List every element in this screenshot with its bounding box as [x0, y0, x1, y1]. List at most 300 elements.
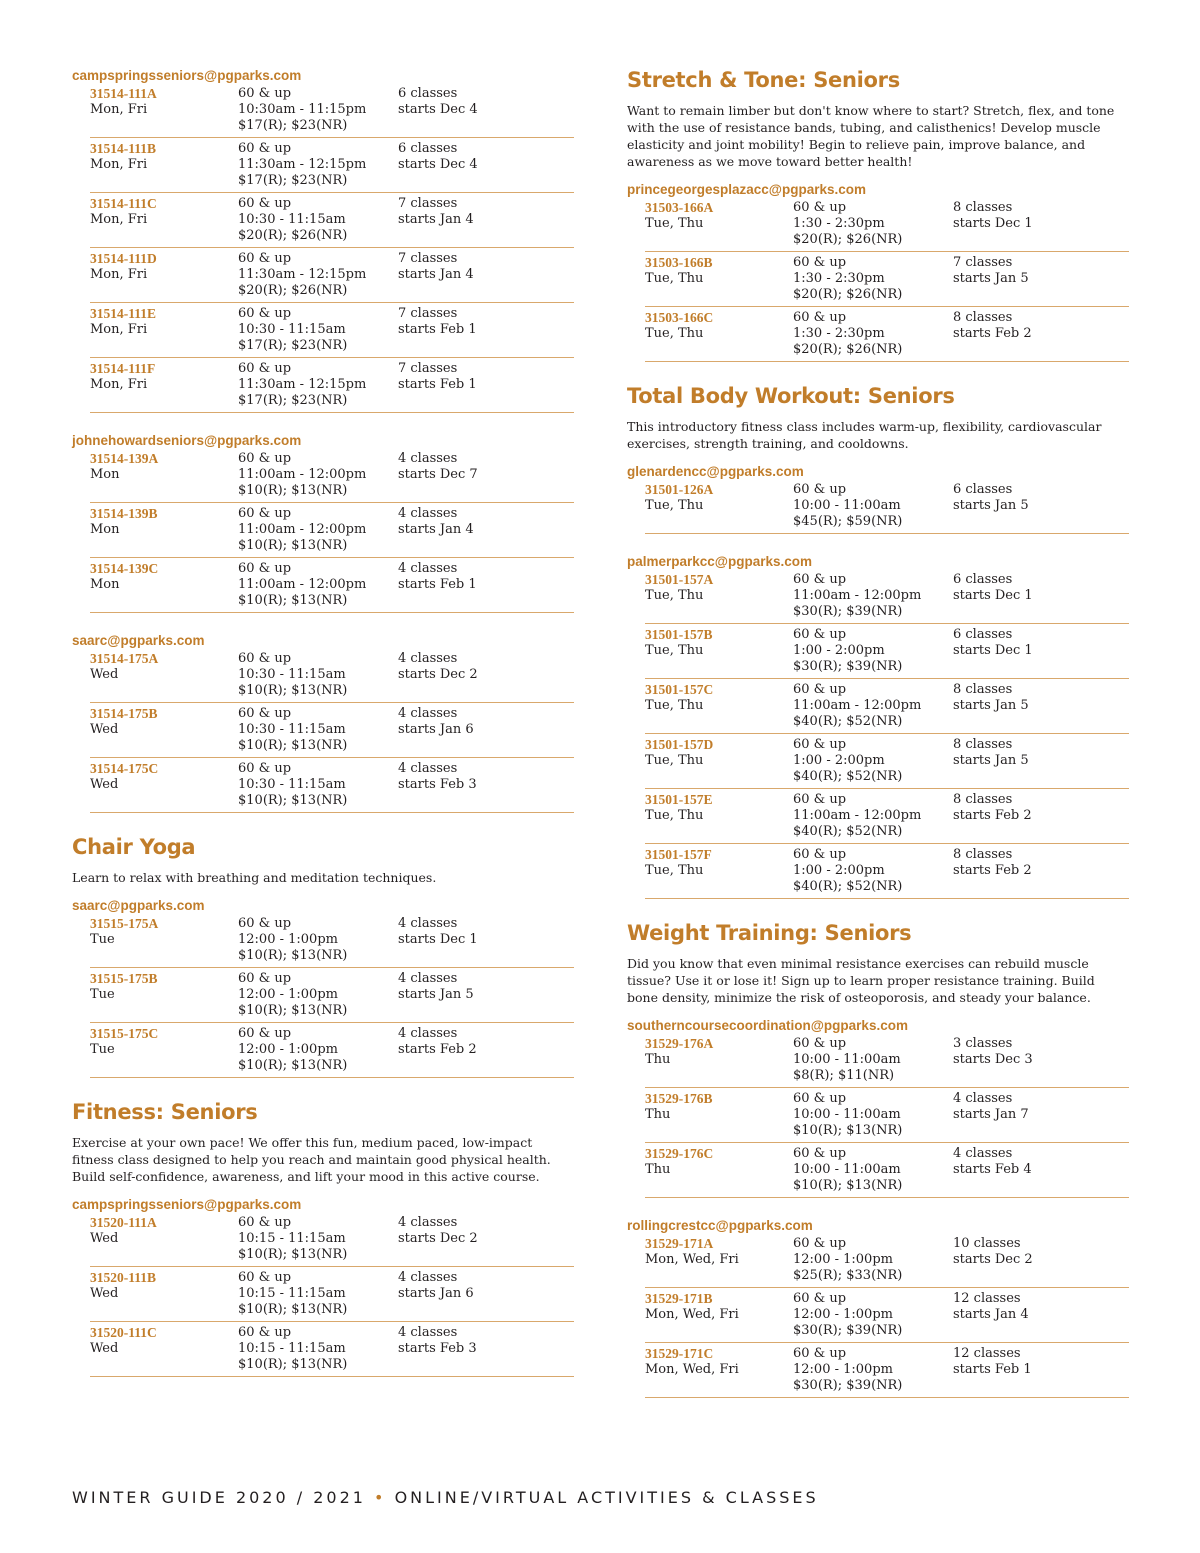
class-fee: $10(R); $13(NR)	[238, 538, 348, 553]
details-column	[793, 1236, 953, 1284]
class-age: 60 & up	[238, 1215, 292, 1230]
class-start: starts Jan 5	[953, 698, 1029, 713]
left-column	[72, 68, 574, 1397]
code-column	[90, 1325, 238, 1373]
class-time: 10:30 - 11:15am	[238, 777, 346, 792]
weight-training-groups	[627, 1018, 1129, 1398]
class-code[interactable]: 31514-139C	[90, 561, 159, 576]
class-start: starts Feb 1	[953, 1362, 1032, 1377]
class-age: 60 & up	[238, 451, 292, 466]
class-fee: $30(R); $39(NR)	[793, 1323, 903, 1338]
class-time: 11:30am - 12:15pm	[238, 377, 367, 392]
class-row	[645, 1036, 1129, 1088]
class-row	[90, 506, 574, 558]
class-group	[627, 1018, 1129, 1198]
class-row	[90, 916, 574, 968]
class-count: 6 classes	[953, 482, 1013, 497]
class-start: starts Feb 1	[398, 377, 477, 392]
class-fee: $40(R); $52(NR)	[793, 824, 903, 839]
schedule-column	[398, 916, 574, 964]
class-count: 4 classes	[398, 1270, 458, 1285]
class-count: 6 classes	[398, 86, 458, 101]
class-time: 12:00 - 1:00pm	[793, 1252, 893, 1267]
class-count: 4 classes	[398, 706, 458, 721]
class-age: 60 & up	[793, 1091, 847, 1106]
class-code[interactable]: 31529-171C	[645, 1346, 714, 1361]
class-time: 1:00 - 2:00pm	[793, 643, 885, 658]
class-code[interactable]: 31529-176B	[645, 1091, 713, 1106]
class-time: 1:30 - 2:30pm	[793, 216, 885, 231]
class-age: 60 & up	[793, 255, 847, 270]
schedule-column	[398, 971, 574, 1019]
class-fee: $17(R); $23(NR)	[238, 393, 348, 408]
code-column	[645, 200, 793, 248]
class-time: 10:00 - 11:00am	[793, 1162, 901, 1177]
schedule-column	[398, 761, 574, 809]
schedule-column	[953, 310, 1129, 358]
class-time: 1:00 - 2:00pm	[793, 753, 885, 768]
class-fee: $20(R); $26(NR)	[793, 287, 903, 302]
class-count: 4 classes	[398, 651, 458, 666]
code-column	[645, 627, 793, 675]
class-days: Wed	[90, 1231, 119, 1246]
class-fee: $20(R); $26(NR)	[793, 232, 903, 247]
details-column	[793, 1036, 953, 1084]
class-code[interactable]: 31501-157C	[645, 682, 714, 697]
class-start: starts Jan 5	[398, 987, 474, 1002]
details-column	[238, 451, 398, 499]
class-days: Tue, Thu	[645, 643, 704, 658]
code-column	[645, 1091, 793, 1139]
contact-email[interactable]: palmerparkcc@pgparks.com	[627, 554, 812, 569]
contact-email[interactable]: glenardencc@pgparks.com	[627, 464, 804, 479]
schedule-column	[953, 482, 1129, 530]
class-row	[645, 1091, 1129, 1143]
class-time: 10:30am - 11:15pm	[238, 102, 367, 117]
class-count: 4 classes	[953, 1091, 1013, 1106]
code-column	[90, 1026, 238, 1074]
class-count: 4 classes	[398, 761, 458, 776]
class-days: Tue, Thu	[645, 216, 704, 231]
class-start: starts Feb 1	[398, 577, 477, 592]
details-column	[238, 1270, 398, 1318]
schedule-column	[398, 451, 574, 499]
class-time: 11:00am - 12:00pm	[793, 588, 922, 603]
class-rows	[627, 1236, 1129, 1398]
class-row	[90, 141, 574, 193]
class-start: starts Feb 4	[953, 1162, 1032, 1177]
class-time: 10:30 - 11:15am	[238, 212, 346, 227]
class-code[interactable]: 31520-111A	[90, 1215, 157, 1230]
class-code[interactable]: 31514-175B	[90, 706, 158, 721]
class-start: starts Jan 5	[953, 498, 1029, 513]
schedule-column	[398, 196, 574, 244]
class-rows	[627, 572, 1129, 899]
class-code[interactable]: 31515-175B	[90, 971, 158, 986]
class-row	[645, 792, 1129, 844]
class-start: starts Dec 2	[953, 1252, 1033, 1267]
class-start: starts Jan 6	[398, 1286, 474, 1301]
class-age: 60 & up	[238, 1325, 292, 1340]
details-column	[238, 506, 398, 554]
class-row	[90, 306, 574, 358]
details-column	[793, 482, 953, 530]
class-count: 8 classes	[953, 847, 1013, 862]
class-code[interactable]: 31514-139B	[90, 506, 158, 521]
schedule-column	[953, 737, 1129, 785]
schedule-column	[953, 627, 1129, 675]
class-row	[90, 251, 574, 303]
schedule-column	[953, 1146, 1129, 1194]
code-column	[90, 361, 238, 409]
schedule-column	[953, 847, 1129, 895]
details-column	[238, 651, 398, 699]
schedule-column	[398, 251, 574, 299]
class-start: starts Jan 4	[398, 267, 474, 282]
class-time: 11:00am - 12:00pm	[238, 467, 367, 482]
code-column	[645, 792, 793, 840]
contact-email[interactable]: campspringsseniors@pgparks.com	[72, 68, 302, 83]
details-column	[238, 1026, 398, 1074]
details-column	[238, 361, 398, 409]
class-count: 4 classes	[398, 1026, 458, 1041]
class-age: 60 & up	[793, 1036, 847, 1051]
code-column	[645, 1036, 793, 1084]
class-code[interactable]: 31529-176C	[645, 1146, 714, 1161]
class-start: starts Feb 2	[953, 326, 1032, 341]
class-row	[645, 572, 1129, 624]
class-count: 4 classes	[398, 916, 458, 931]
class-code[interactable]: 31503-166B	[645, 255, 713, 270]
class-days: Tue, Thu	[645, 498, 704, 513]
class-time: 10:15 - 11:15am	[238, 1231, 346, 1246]
class-age: 60 & up	[793, 792, 847, 807]
class-count: 8 classes	[953, 682, 1013, 697]
class-time: 11:00am - 12:00pm	[238, 577, 367, 592]
schedule-column	[398, 1270, 574, 1318]
details-column	[793, 627, 953, 675]
class-time: 12:00 - 1:00pm	[238, 1042, 338, 1057]
details-column	[793, 682, 953, 730]
class-age: 60 & up	[238, 141, 292, 156]
class-time: 10:30 - 11:15am	[238, 722, 346, 737]
total-body-description: This introductory fitness class includes warm-up, flexibility, cardiovascular exercises, strength training, and cooldowns.	[627, 419, 1102, 451]
schedule-column	[398, 1325, 574, 1373]
class-count: 6 classes	[953, 572, 1013, 587]
code-column	[90, 1270, 238, 1318]
class-time: 12:00 - 1:00pm	[793, 1307, 893, 1322]
class-start: starts Jan 4	[953, 1307, 1029, 1322]
class-days: Wed	[90, 722, 119, 737]
class-fee: $30(R); $39(NR)	[793, 1378, 903, 1393]
details-column	[238, 251, 398, 299]
class-code[interactable]: 31514-111C	[90, 196, 157, 211]
details-column	[793, 572, 953, 620]
contact-email[interactable]: saarc@pgparks.com	[72, 633, 205, 648]
class-row	[645, 482, 1129, 534]
details-column	[793, 255, 953, 303]
class-code[interactable]: 31501-126A	[645, 482, 714, 497]
class-time: 1:30 - 2:30pm	[793, 271, 885, 286]
class-start: starts Dec 1	[953, 588, 1033, 603]
class-fee: $10(R); $13(NR)	[238, 483, 348, 498]
class-fee: $17(R); $23(NR)	[238, 118, 348, 133]
schedule-column	[398, 706, 574, 754]
class-count: 4 classes	[398, 451, 458, 466]
class-start: starts Jan 6	[398, 722, 474, 737]
class-code[interactable]: 31501-157B	[645, 627, 713, 642]
class-days: Mon, Wed, Fri	[645, 1252, 739, 1267]
class-days: Tue, Thu	[645, 753, 704, 768]
class-age: 60 & up	[793, 1291, 847, 1306]
schedule-column	[398, 361, 574, 409]
class-code[interactable]: 31520-111C	[90, 1325, 157, 1340]
class-code[interactable]: 31529-176A	[645, 1036, 714, 1051]
class-rows	[72, 1215, 574, 1377]
class-age: 60 & up	[793, 310, 847, 325]
code-column	[90, 196, 238, 244]
details-column	[238, 706, 398, 754]
page-footer	[72, 1488, 819, 1507]
class-days: Wed	[90, 1286, 119, 1301]
class-start: starts Dec 3	[953, 1052, 1033, 1067]
class-fee: $10(R); $13(NR)	[238, 593, 348, 608]
code-column	[645, 1236, 793, 1284]
class-row	[645, 737, 1129, 789]
schedule-column	[953, 200, 1129, 248]
class-count: 3 classes	[953, 1036, 1013, 1051]
class-group	[627, 464, 1129, 534]
schedule-column	[953, 572, 1129, 620]
class-age: 60 & up	[793, 1236, 847, 1251]
class-days: Mon, Wed, Fri	[645, 1307, 739, 1322]
class-row	[90, 971, 574, 1023]
class-age: 60 & up	[238, 706, 292, 721]
class-code[interactable]: 31514-139A	[90, 451, 159, 466]
class-row	[90, 451, 574, 503]
class-row	[90, 1215, 574, 1267]
class-start: starts Dec 2	[398, 1231, 478, 1246]
left-groups	[72, 68, 574, 813]
class-code[interactable]: 31501-157F	[645, 847, 712, 862]
details-column	[793, 1146, 953, 1194]
fitness-seniors-description: Exercise at your own pace! We offer this fun, medium paced, low-impact fitness class designed to help you reach and maintain good physical health. Build self-confidence, awareness, and lift your mood in this active course.	[72, 1135, 551, 1184]
class-days: Mon, Fri	[90, 267, 148, 282]
class-time: 10:00 - 11:00am	[793, 1107, 901, 1122]
class-count: 6 classes	[398, 141, 458, 156]
class-days: Mon, Fri	[90, 322, 148, 337]
weight-training-description: Did you know that even minimal resistance exercises can rebuild muscle tissue? Use it or lose it! Sign up to learn proper resistance training. Build bone density, minimize the risk of osteoporosis, and steady your balance.	[627, 956, 1095, 1005]
class-fee: $10(R); $13(NR)	[238, 948, 348, 963]
class-age: 60 & up	[793, 200, 847, 215]
schedule-column	[953, 1236, 1129, 1284]
code-column	[645, 1346, 793, 1394]
class-code[interactable]: 31520-111B	[90, 1270, 157, 1285]
class-age: 60 & up	[238, 651, 292, 666]
class-code[interactable]: 31503-166A	[645, 200, 714, 215]
details-column	[793, 847, 953, 895]
class-code[interactable]: 31515-175C	[90, 1026, 159, 1041]
class-start: starts Jan 5	[953, 753, 1029, 768]
class-days: Thu	[645, 1107, 671, 1122]
class-group	[627, 1218, 1129, 1398]
class-days: Tue, Thu	[645, 271, 704, 286]
class-code[interactable]: 31501-157E	[645, 792, 713, 807]
class-time: 11:30am - 12:15pm	[238, 157, 367, 172]
code-column	[90, 141, 238, 189]
code-column	[90, 451, 238, 499]
class-time: 12:00 - 1:00pm	[238, 932, 338, 947]
chair-yoga-title: Chair Yoga	[72, 835, 196, 859]
class-row	[90, 1270, 574, 1322]
class-code[interactable]: 31514-111B	[90, 141, 157, 156]
class-rows	[627, 200, 1129, 362]
class-days: Tue	[90, 1042, 115, 1057]
class-age: 60 & up	[793, 572, 847, 587]
class-group	[627, 554, 1129, 899]
class-count: 8 classes	[953, 792, 1013, 807]
class-time: 11:30am - 12:15pm	[238, 267, 367, 282]
footer-bullet: •	[374, 1488, 387, 1507]
class-start: starts Jan 4	[398, 522, 474, 537]
class-days: Wed	[90, 1341, 119, 1356]
class-row	[645, 1291, 1129, 1343]
class-code[interactable]: 31514-175A	[90, 651, 159, 666]
class-age: 60 & up	[793, 737, 847, 752]
contact-email[interactable]: johnehowardseniors@pgparks.com	[72, 433, 302, 448]
class-count: 12 classes	[953, 1346, 1021, 1361]
class-fee: $30(R); $39(NR)	[793, 604, 903, 619]
class-count: 7 classes	[398, 251, 458, 266]
schedule-column	[953, 682, 1129, 730]
class-row	[645, 255, 1129, 307]
contact-email[interactable]: rollingcrestcc@pgparks.com	[627, 1218, 813, 1233]
class-code[interactable]: 31514-175C	[90, 761, 159, 776]
code-column	[645, 737, 793, 785]
class-start: starts Feb 3	[398, 1341, 477, 1356]
class-row	[90, 1325, 574, 1377]
class-count: 4 classes	[398, 1215, 458, 1230]
class-row	[645, 1236, 1129, 1288]
class-age: 60 & up	[238, 761, 292, 776]
class-time: 1:30 - 2:30pm	[793, 326, 885, 341]
class-days: Thu	[645, 1052, 671, 1067]
class-time: 11:00am - 12:00pm	[793, 808, 922, 823]
class-group	[72, 898, 574, 1078]
class-time: 10:00 - 11:00am	[793, 1052, 901, 1067]
stretch-tone-description: Want to remain limber but don't know where to start? Stretch, flex, and tone with the use of resistance bands, tubing, and calisthenics! Develop muscle elasticity and joint mobility! Begin to relieve pain, improve balance, and awareness as we move toward better health!	[627, 103, 1115, 169]
class-count: 7 classes	[953, 255, 1013, 270]
class-days: Wed	[90, 667, 119, 682]
schedule-column	[398, 506, 574, 554]
details-column	[793, 737, 953, 785]
details-column	[238, 86, 398, 134]
contact-email[interactable]: campspringsseniors@pgparks.com	[72, 1197, 302, 1212]
details-column	[238, 1215, 398, 1263]
class-start: starts Feb 2	[953, 863, 1032, 878]
class-code[interactable]: 31514-111D	[90, 251, 157, 266]
class-age: 60 & up	[238, 361, 292, 376]
class-row	[645, 310, 1129, 362]
class-count: 4 classes	[398, 1325, 458, 1340]
chair-yoga-description: Learn to relax with breathing and meditation techniques.	[72, 870, 437, 885]
class-row	[90, 361, 574, 413]
class-code[interactable]: 31514-111A	[90, 86, 157, 101]
class-start: starts Dec 1	[953, 643, 1033, 658]
class-group	[72, 68, 574, 413]
class-time: 12:00 - 1:00pm	[238, 987, 338, 1002]
class-fee: $20(R); $26(NR)	[238, 283, 348, 298]
class-days: Tue, Thu	[645, 698, 704, 713]
schedule-column	[398, 86, 574, 134]
contact-email[interactable]: southerncoursecoordination@pgparks.com	[627, 1018, 908, 1033]
class-age: 60 & up	[238, 561, 292, 576]
code-column	[90, 761, 238, 809]
class-age: 60 & up	[793, 1346, 847, 1361]
class-code[interactable]: 31515-175A	[90, 916, 159, 931]
code-column	[90, 251, 238, 299]
class-group	[72, 633, 574, 813]
class-days: Tue, Thu	[645, 808, 704, 823]
schedule-column	[953, 792, 1129, 840]
class-code[interactable]: 31514-111E	[90, 306, 157, 321]
total-body-title: Total Body Workout: Seniors	[627, 384, 955, 408]
class-code[interactable]: 31503-166C	[645, 310, 714, 325]
class-days: Mon, Wed, Fri	[645, 1362, 739, 1377]
code-column	[645, 310, 793, 358]
contact-email[interactable]: princegeorgesplazacc@pgparks.com	[627, 182, 866, 197]
stretch-tone-title: Stretch & Tone: Seniors	[627, 68, 900, 92]
details-column	[238, 196, 398, 244]
class-days: Mon	[90, 522, 120, 537]
code-column	[90, 86, 238, 134]
class-row	[90, 651, 574, 703]
class-age: 60 & up	[793, 682, 847, 697]
class-code[interactable]: 31529-171A	[645, 1236, 714, 1251]
class-age: 60 & up	[238, 251, 292, 266]
contact-email[interactable]: saarc@pgparks.com	[72, 898, 205, 913]
details-column	[793, 200, 953, 248]
class-fee: $10(R); $13(NR)	[793, 1178, 903, 1193]
details-column	[238, 561, 398, 609]
class-count: 7 classes	[398, 196, 458, 211]
class-rows	[72, 86, 574, 413]
schedule-column	[398, 651, 574, 699]
code-column	[90, 306, 238, 354]
class-row	[645, 682, 1129, 734]
class-fee: $10(R); $13(NR)	[238, 1357, 348, 1372]
schedule-column	[953, 1346, 1129, 1394]
class-time: 10:30 - 11:15am	[238, 322, 346, 337]
class-group	[627, 182, 1129, 362]
class-start: starts Feb 2	[953, 808, 1032, 823]
right-column	[627, 68, 1129, 1418]
class-rows	[72, 916, 574, 1078]
details-column	[793, 1091, 953, 1139]
schedule-column	[953, 1091, 1129, 1139]
code-column	[90, 506, 238, 554]
code-column	[645, 1146, 793, 1194]
class-days: Mon, Fri	[90, 102, 148, 117]
class-code[interactable]: 31501-157A	[645, 572, 714, 587]
class-code[interactable]: 31501-157D	[645, 737, 714, 752]
class-code[interactable]: 31514-111F	[90, 361, 156, 376]
schedule-column	[953, 1036, 1129, 1084]
class-code[interactable]: 31529-171B	[645, 1291, 713, 1306]
class-age: 60 & up	[238, 196, 292, 211]
class-days: Tue	[90, 932, 115, 947]
class-row	[645, 200, 1129, 252]
